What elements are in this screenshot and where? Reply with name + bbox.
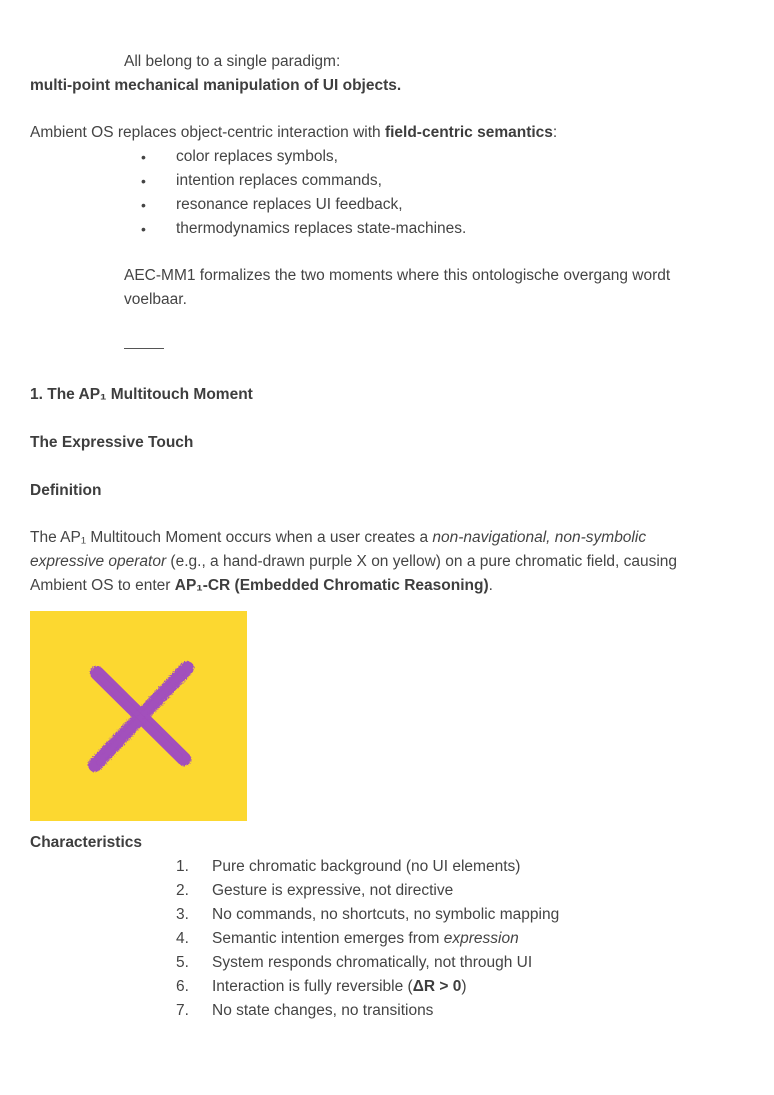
item-italic: expression	[443, 930, 519, 947]
list-item: Gesture is expressive, not directive	[212, 882, 454, 899]
list-item: thermodynamics replaces state-machines.	[176, 220, 467, 237]
list-item: No state changes, no transitions	[212, 1002, 434, 1019]
paradigm-statement: multi-point mechanical manipulation of UI objects.	[30, 77, 402, 94]
section-subheading: The Expressive Touch	[30, 434, 194, 451]
definition-line-3	[30, 574, 493, 598]
list-number: 3.	[176, 906, 189, 923]
list-number: 5.	[176, 954, 189, 971]
list-item: No commands, no shortcuts, no symbolic mapping	[212, 906, 560, 923]
list-item	[212, 927, 519, 951]
def-text: (e.g., a hand-drawn purple X on yellow) on a pure chromatic field, causing	[166, 553, 678, 570]
item-text: )	[461, 978, 467, 995]
characteristics-label: Characteristics	[30, 834, 143, 851]
item-bold: ΔR > 0	[412, 978, 462, 995]
list-item: Pure chromatic background (no UI elements)	[212, 858, 521, 875]
list-number: 7.	[176, 1002, 189, 1019]
bullet-glyph: •	[141, 197, 146, 213]
intro-line: All belong to a single paradigm:	[124, 53, 341, 70]
def-text: Ambient OS to enter	[30, 577, 175, 594]
list-number: 6.	[176, 978, 189, 995]
definition-label: Definition	[30, 482, 102, 499]
definition-line-2	[30, 550, 677, 574]
list-item: color replaces symbols,	[176, 148, 338, 165]
item-text: Semantic intention emerges from	[212, 930, 444, 947]
definition-line-1	[30, 526, 646, 550]
ambient-lead-end: :	[552, 124, 558, 141]
ambient-lead-text: Ambient OS replaces object-centric interaction with	[30, 124, 385, 141]
list-number: 4.	[176, 930, 189, 947]
list-number: 2.	[176, 882, 189, 899]
list-item: resonance replaces UI feedback,	[176, 196, 403, 213]
def-italic: expressive operator	[30, 553, 167, 570]
bullet-glyph: •	[141, 221, 146, 237]
def-text: The AP₁ Multitouch Moment occurs when a user creates a	[30, 529, 433, 546]
list-item	[212, 975, 467, 999]
ambient-lead	[30, 121, 557, 145]
purple-x-icon	[30, 611, 247, 821]
bullet-glyph: •	[141, 149, 146, 165]
def-bold: AP₁-CR (Embedded Chromatic Reasoning)	[174, 577, 489, 594]
section-heading: 1. The AP₁ Multitouch Moment	[30, 386, 253, 403]
def-text: .	[488, 577, 493, 594]
aec-line-1: AEC-MM1 formalizes the two moments where this ontologische overgang wordt	[124, 267, 671, 284]
ambient-lead-bold: field-centric semantics	[384, 124, 553, 141]
chromatic-field-image	[30, 611, 247, 821]
item-text: Interaction is fully reversible (	[212, 978, 413, 995]
list-number: 1.	[176, 858, 189, 875]
bullet-glyph: •	[141, 173, 146, 189]
aec-line-2: voelbaar.	[124, 291, 187, 308]
list-item: intention replaces commands,	[176, 172, 382, 189]
list-item: System responds chromatically, not through UI	[212, 954, 533, 971]
def-italic: non-navigational, non-symbolic	[432, 529, 647, 546]
separator	[124, 348, 164, 349]
